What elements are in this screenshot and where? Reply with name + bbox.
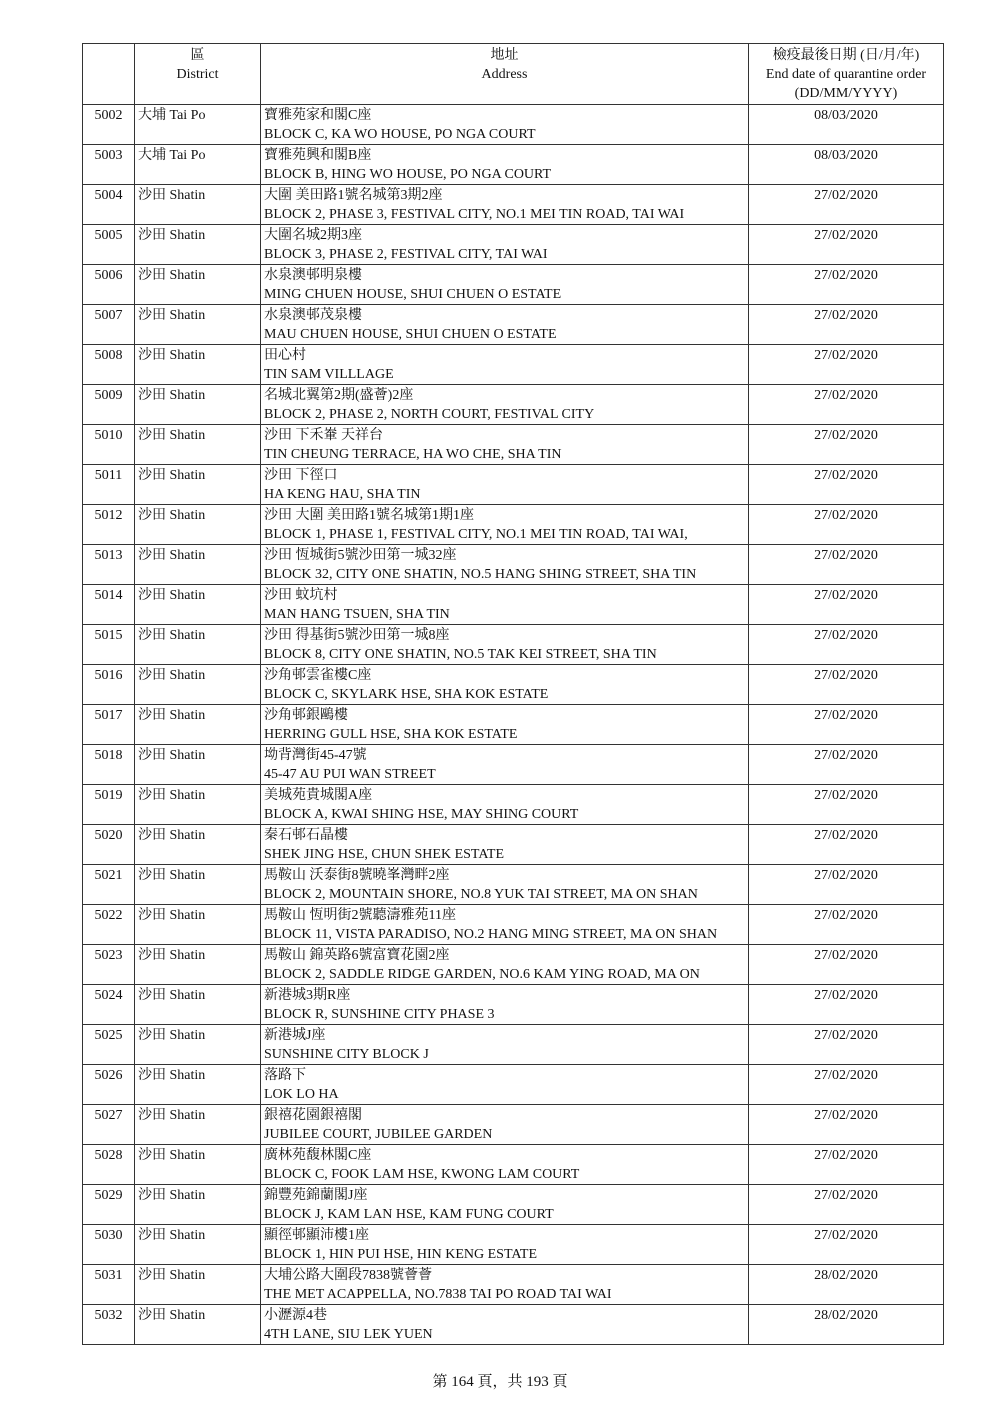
address-zh: 坳背灣街45-47號 — [264, 748, 367, 763]
address-zh: 美城苑貴城閣A座 — [264, 788, 373, 803]
address-en: BLOCK C, SKYLARK HSE, SHA KOK ESTATE — [264, 687, 549, 702]
table-row — [83, 585, 944, 625]
row-address — [261, 185, 749, 225]
table-row — [83, 1305, 944, 1345]
address-zh: 錦豐苑錦蘭閣J座 — [264, 1188, 368, 1203]
address-en: JUBILEE COURT, JUBILEE GARDEN — [264, 1127, 493, 1142]
row-address — [261, 345, 749, 385]
header-address — [261, 44, 749, 105]
address-zh: 沙田 恆城街5號沙田第一城32座 — [264, 548, 457, 563]
row-end-date: 27/02/2020 — [749, 465, 944, 505]
row-district: 大埔 Tai Po — [135, 145, 261, 185]
address-en: BLOCK B, HING WO HOUSE, PO NGA COURT — [264, 167, 552, 182]
header-address-zh: 地址 — [490, 48, 519, 63]
table-row — [83, 145, 944, 185]
address-en: BLOCK R, SUNSHINE CITY PHASE 3 — [264, 1007, 495, 1022]
table-header — [83, 44, 944, 105]
row-number: 5010 — [83, 425, 135, 465]
table-row — [83, 705, 944, 745]
address-zh: 名城北翼第2期(盛薈)2座 — [264, 388, 414, 403]
address-en: TIN CHEUNG TERRACE, HA WO CHE, SHA TIN — [264, 447, 562, 462]
row-district: 沙田 Shatin — [135, 1225, 261, 1265]
row-address — [261, 745, 749, 785]
row-number: 5002 — [83, 105, 135, 145]
address-zh: 銀禧花園銀禧閣 — [264, 1108, 362, 1123]
row-number: 5021 — [83, 865, 135, 905]
row-end-date: 27/02/2020 — [749, 265, 944, 305]
row-address — [261, 545, 749, 585]
table-row — [83, 505, 944, 545]
row-end-date: 27/02/2020 — [749, 1065, 944, 1105]
header-district — [135, 44, 261, 105]
row-number: 5032 — [83, 1305, 135, 1345]
row-end-date: 27/02/2020 — [749, 985, 944, 1025]
table-row — [83, 1065, 944, 1105]
row-district: 沙田 Shatin — [135, 1105, 261, 1145]
row-district: 沙田 Shatin — [135, 905, 261, 945]
address-zh: 馬鞍山 錦英路6號富寶花園2座 — [264, 948, 450, 963]
row-address — [261, 825, 749, 865]
row-address — [261, 225, 749, 265]
address-zh: 沙角邨雲雀樓C座 — [264, 668, 372, 683]
row-address — [261, 465, 749, 505]
address-en: SHEK JING HSE, CHUN SHEK ESTATE — [264, 847, 504, 862]
row-number: 5003 — [83, 145, 135, 185]
address-zh: 沙角邨銀鷗樓 — [264, 708, 348, 723]
row-address — [261, 1065, 749, 1105]
address-zh: 落路下 — [264, 1068, 306, 1083]
row-number: 5004 — [83, 185, 135, 225]
row-number: 5025 — [83, 1025, 135, 1065]
header-date-zh: 檢疫最後日期 (日/月/年) — [772, 48, 920, 63]
row-end-date: 27/02/2020 — [749, 185, 944, 225]
address-zh: 沙田 下禾輋 天祥台 — [264, 428, 383, 443]
row-district: 沙田 Shatin — [135, 625, 261, 665]
row-number: 5026 — [83, 1065, 135, 1105]
row-district: 沙田 Shatin — [135, 1305, 261, 1345]
table-row — [83, 985, 944, 1025]
row-district: 沙田 Shatin — [135, 1185, 261, 1225]
address-en: BLOCK C, FOOK LAM HSE, KWONG LAM COURT — [264, 1167, 580, 1182]
table-row — [83, 1225, 944, 1265]
table-body — [83, 105, 944, 1345]
row-number: 5012 — [83, 505, 135, 545]
row-address — [261, 785, 749, 825]
row-address — [261, 1105, 749, 1145]
row-district: 沙田 Shatin — [135, 745, 261, 785]
page-number: 第 164 頁，共 193 頁 — [432, 1374, 568, 1390]
address-en: MAU CHUEN HOUSE, SHUI CHUEN O ESTATE — [264, 327, 557, 342]
table-row — [83, 425, 944, 465]
row-address — [261, 1225, 749, 1265]
row-address — [261, 1305, 749, 1345]
row-district: 沙田 Shatin — [135, 465, 261, 505]
table-row — [83, 385, 944, 425]
row-number: 5016 — [83, 665, 135, 705]
row-end-date: 27/02/2020 — [749, 425, 944, 465]
row-end-date: 28/02/2020 — [749, 1305, 944, 1345]
header-district-zh: 區 — [190, 48, 205, 63]
table-row — [83, 545, 944, 585]
table-row — [83, 345, 944, 385]
address-en: BLOCK A, KWAI SHING HSE, MAY SHING COURT — [264, 807, 579, 822]
row-district: 沙田 Shatin — [135, 825, 261, 865]
row-address — [261, 265, 749, 305]
row-address — [261, 945, 749, 985]
table-row — [83, 625, 944, 665]
address-en: BLOCK 2, PHASE 3, FESTIVAL CITY, NO.1 MEI TIN ROAD, TAI WAI — [264, 207, 685, 222]
row-address — [261, 705, 749, 745]
row-end-date: 27/02/2020 — [749, 905, 944, 945]
table-row — [83, 665, 944, 705]
address-en: BLOCK 2, SADDLE RIDGE GARDEN, NO.6 KAM YING ROAD, MA ON — [264, 967, 700, 982]
row-end-date: 27/02/2020 — [749, 1145, 944, 1185]
table-row — [83, 1145, 944, 1185]
address-zh: 廣林苑馥林閣C座 — [264, 1148, 372, 1163]
address-zh: 水泉澳邨茂泉樓 — [264, 308, 362, 323]
row-address — [261, 145, 749, 185]
row-address — [261, 905, 749, 945]
table-row — [83, 945, 944, 985]
row-address — [261, 625, 749, 665]
row-address — [261, 425, 749, 465]
address-en: BLOCK 1, HIN PUI HSE, HIN KENG ESTATE — [264, 1247, 538, 1262]
address-zh: 小瀝源4巷 — [264, 1308, 327, 1323]
row-address — [261, 105, 749, 145]
address-en: MING CHUEN HOUSE, SHUI CHUEN O ESTATE — [264, 287, 562, 302]
address-en: TIN SAM VILLLAGE — [264, 367, 394, 382]
row-end-date: 27/02/2020 — [749, 625, 944, 665]
address-zh: 新港城3期R座 — [264, 988, 351, 1003]
row-end-date: 27/02/2020 — [749, 545, 944, 585]
row-district: 沙田 Shatin — [135, 865, 261, 905]
row-number: 5030 — [83, 1225, 135, 1265]
row-address — [261, 665, 749, 705]
row-number: 5005 — [83, 225, 135, 265]
table-row — [83, 1025, 944, 1065]
row-end-date: 27/02/2020 — [749, 345, 944, 385]
address-zh: 寶雅苑家和閣C座 — [264, 108, 372, 123]
row-number: 5007 — [83, 305, 135, 345]
table-row — [83, 1105, 944, 1145]
row-end-date: 27/02/2020 — [749, 945, 944, 985]
table-row — [83, 225, 944, 265]
address-zh: 秦石邨石晶樓 — [264, 828, 348, 843]
row-number: 5008 — [83, 345, 135, 385]
row-district: 沙田 Shatin — [135, 385, 261, 425]
row-number: 5009 — [83, 385, 135, 425]
address-en: HA KENG HAU, SHA TIN — [264, 487, 421, 502]
address-en: 4TH LANE, SIU LEK YUEN — [264, 1327, 433, 1342]
row-end-date: 27/02/2020 — [749, 1225, 944, 1265]
row-end-date: 27/02/2020 — [749, 225, 944, 265]
row-end-date: 27/02/2020 — [749, 745, 944, 785]
table-row — [83, 1265, 944, 1305]
header-row — [83, 44, 944, 105]
row-district: 沙田 Shatin — [135, 305, 261, 345]
row-end-date: 27/02/2020 — [749, 785, 944, 825]
row-number: 5017 — [83, 705, 135, 745]
row-district: 沙田 Shatin — [135, 1265, 261, 1305]
address-en: SUNSHINE CITY BLOCK J — [264, 1047, 429, 1062]
address-en: MAN HANG TSUEN, SHA TIN — [264, 607, 450, 622]
row-number: 5019 — [83, 785, 135, 825]
row-district: 沙田 Shatin — [135, 665, 261, 705]
row-district: 沙田 Shatin — [135, 945, 261, 985]
address-en: BLOCK 11, VISTA PARADISO, NO.2 HANG MING STREET, MA ON SHAN — [264, 927, 718, 942]
address-zh: 沙田 下徑口 — [264, 468, 338, 483]
row-number: 5027 — [83, 1105, 135, 1145]
row-end-date: 27/02/2020 — [749, 585, 944, 625]
row-number: 5020 — [83, 825, 135, 865]
row-address — [261, 385, 749, 425]
header-no — [83, 44, 135, 105]
table-row — [83, 105, 944, 145]
address-zh: 大圍 美田路1號名城第3期2座 — [264, 188, 443, 203]
row-address — [261, 305, 749, 345]
row-district: 沙田 Shatin — [135, 345, 261, 385]
row-end-date: 27/02/2020 — [749, 665, 944, 705]
row-number: 5024 — [83, 985, 135, 1025]
row-district: 大埔 Tai Po — [135, 105, 261, 145]
row-district: 沙田 Shatin — [135, 545, 261, 585]
header-date — [749, 44, 944, 105]
row-district: 沙田 Shatin — [135, 505, 261, 545]
address-en: HERRING GULL HSE, SHA KOK ESTATE — [264, 727, 518, 742]
table-row — [83, 905, 944, 945]
row-district: 沙田 Shatin — [135, 1145, 261, 1185]
row-number: 5006 — [83, 265, 135, 305]
row-address — [261, 1025, 749, 1065]
row-district: 沙田 Shatin — [135, 425, 261, 465]
table-row — [83, 865, 944, 905]
address-en: BLOCK 32, CITY ONE SHATIN, NO.5 HANG SHING STREET, SHA TIN — [264, 567, 697, 582]
row-end-date: 27/02/2020 — [749, 305, 944, 345]
row-address — [261, 865, 749, 905]
row-end-date: 08/03/2020 — [749, 145, 944, 185]
row-end-date: 27/02/2020 — [749, 1025, 944, 1065]
address-en: BLOCK C, KA WO HOUSE, PO NGA COURT — [264, 127, 536, 142]
row-number: 5022 — [83, 905, 135, 945]
address-zh: 馬鞍山 沃泰街8號曉峯灣畔2座 — [264, 868, 450, 883]
row-address — [261, 1265, 749, 1305]
table-row — [83, 265, 944, 305]
header-date-en: End date of quarantine order — [765, 67, 927, 82]
address-en: BLOCK 1, PHASE 1, FESTIVAL CITY, NO.1 MEI TIN ROAD, TAI WAI, — [264, 527, 688, 542]
row-district: 沙田 Shatin — [135, 1025, 261, 1065]
address-zh: 寶雅苑興和閣B座 — [264, 148, 372, 163]
address-en: BLOCK 2, PHASE 2, NORTH COURT, FESTIVAL CITY — [264, 407, 595, 422]
row-number: 5011 — [83, 465, 135, 505]
row-number: 5015 — [83, 625, 135, 665]
address-zh: 馬鞍山 恆明街2號聽濤雅苑11座 — [264, 908, 456, 923]
row-address — [261, 1145, 749, 1185]
address-zh: 顯徑邨顯沛樓1座 — [264, 1228, 369, 1243]
table-row — [83, 745, 944, 785]
table-row — [83, 465, 944, 505]
address-en: BLOCK J, KAM LAN HSE, KAM FUNG COURT — [264, 1207, 554, 1222]
address-en: 45-47 AU PUI WAN STREET — [264, 767, 436, 782]
row-district: 沙田 Shatin — [135, 1065, 261, 1105]
table-row — [83, 305, 944, 345]
quarantine-table — [82, 43, 944, 1345]
row-number: 5029 — [83, 1185, 135, 1225]
table-row — [83, 1185, 944, 1225]
row-district: 沙田 Shatin — [135, 225, 261, 265]
row-end-date: 27/02/2020 — [749, 825, 944, 865]
address-en: THE MET ACAPPELLA, NO.7838 TAI PO ROAD TAI WAI — [264, 1287, 612, 1302]
row-district: 沙田 Shatin — [135, 585, 261, 625]
address-zh: 水泉澳邨明泉樓 — [264, 268, 362, 283]
row-end-date: 27/02/2020 — [749, 385, 944, 425]
row-number: 5023 — [83, 945, 135, 985]
row-end-date: 27/02/2020 — [749, 865, 944, 905]
row-number: 5028 — [83, 1145, 135, 1185]
address-zh: 大圍名城2期3座 — [264, 228, 362, 243]
row-district: 沙田 Shatin — [135, 785, 261, 825]
row-district: 沙田 Shatin — [135, 265, 261, 305]
row-number: 5031 — [83, 1265, 135, 1305]
table-row — [83, 785, 944, 825]
row-end-date: 27/02/2020 — [749, 705, 944, 745]
row-number: 5013 — [83, 545, 135, 585]
address-en: BLOCK 3, PHASE 2, FESTIVAL CITY, TAI WAI — [264, 247, 548, 262]
address-zh: 沙田 大圍 美田路1號名城第1期1座 — [264, 508, 474, 523]
address-en: LOK LO HA — [264, 1087, 339, 1102]
address-zh: 沙田 蚊坑村 — [264, 588, 338, 603]
table-row — [83, 185, 944, 225]
row-end-date: 28/02/2020 — [749, 1265, 944, 1305]
row-district: 沙田 Shatin — [135, 185, 261, 225]
row-district: 沙田 Shatin — [135, 985, 261, 1025]
row-address — [261, 1185, 749, 1225]
row-address — [261, 585, 749, 625]
row-address — [261, 505, 749, 545]
row-district: 沙田 Shatin — [135, 705, 261, 745]
header-district-en: District — [176, 67, 219, 82]
address-zh: 田心村 — [264, 348, 306, 363]
address-zh: 沙田 得基街5號沙田第一城8座 — [264, 628, 450, 643]
header-date-format: (DD/MM/YYYY) — [794, 86, 898, 101]
row-address — [261, 985, 749, 1025]
row-end-date: 27/02/2020 — [749, 1185, 944, 1225]
address-en: BLOCK 2, MOUNTAIN SHORE, NO.8 YUK TAI STREET, MA ON SHAN — [264, 887, 698, 902]
table-row — [83, 825, 944, 865]
address-en: BLOCK 8, CITY ONE SHATIN, NO.5 TAK KEI STREET, SHA TIN — [264, 647, 657, 662]
row-end-date: 08/03/2020 — [749, 105, 944, 145]
header-address-en: Address — [481, 67, 528, 82]
row-end-date: 27/02/2020 — [749, 1105, 944, 1145]
row-end-date: 27/02/2020 — [749, 505, 944, 545]
address-zh: 新港城J座 — [264, 1028, 326, 1043]
row-number: 5014 — [83, 585, 135, 625]
row-number: 5018 — [83, 745, 135, 785]
address-zh: 大埔公路大圍段7838號薈薈 — [264, 1268, 432, 1283]
